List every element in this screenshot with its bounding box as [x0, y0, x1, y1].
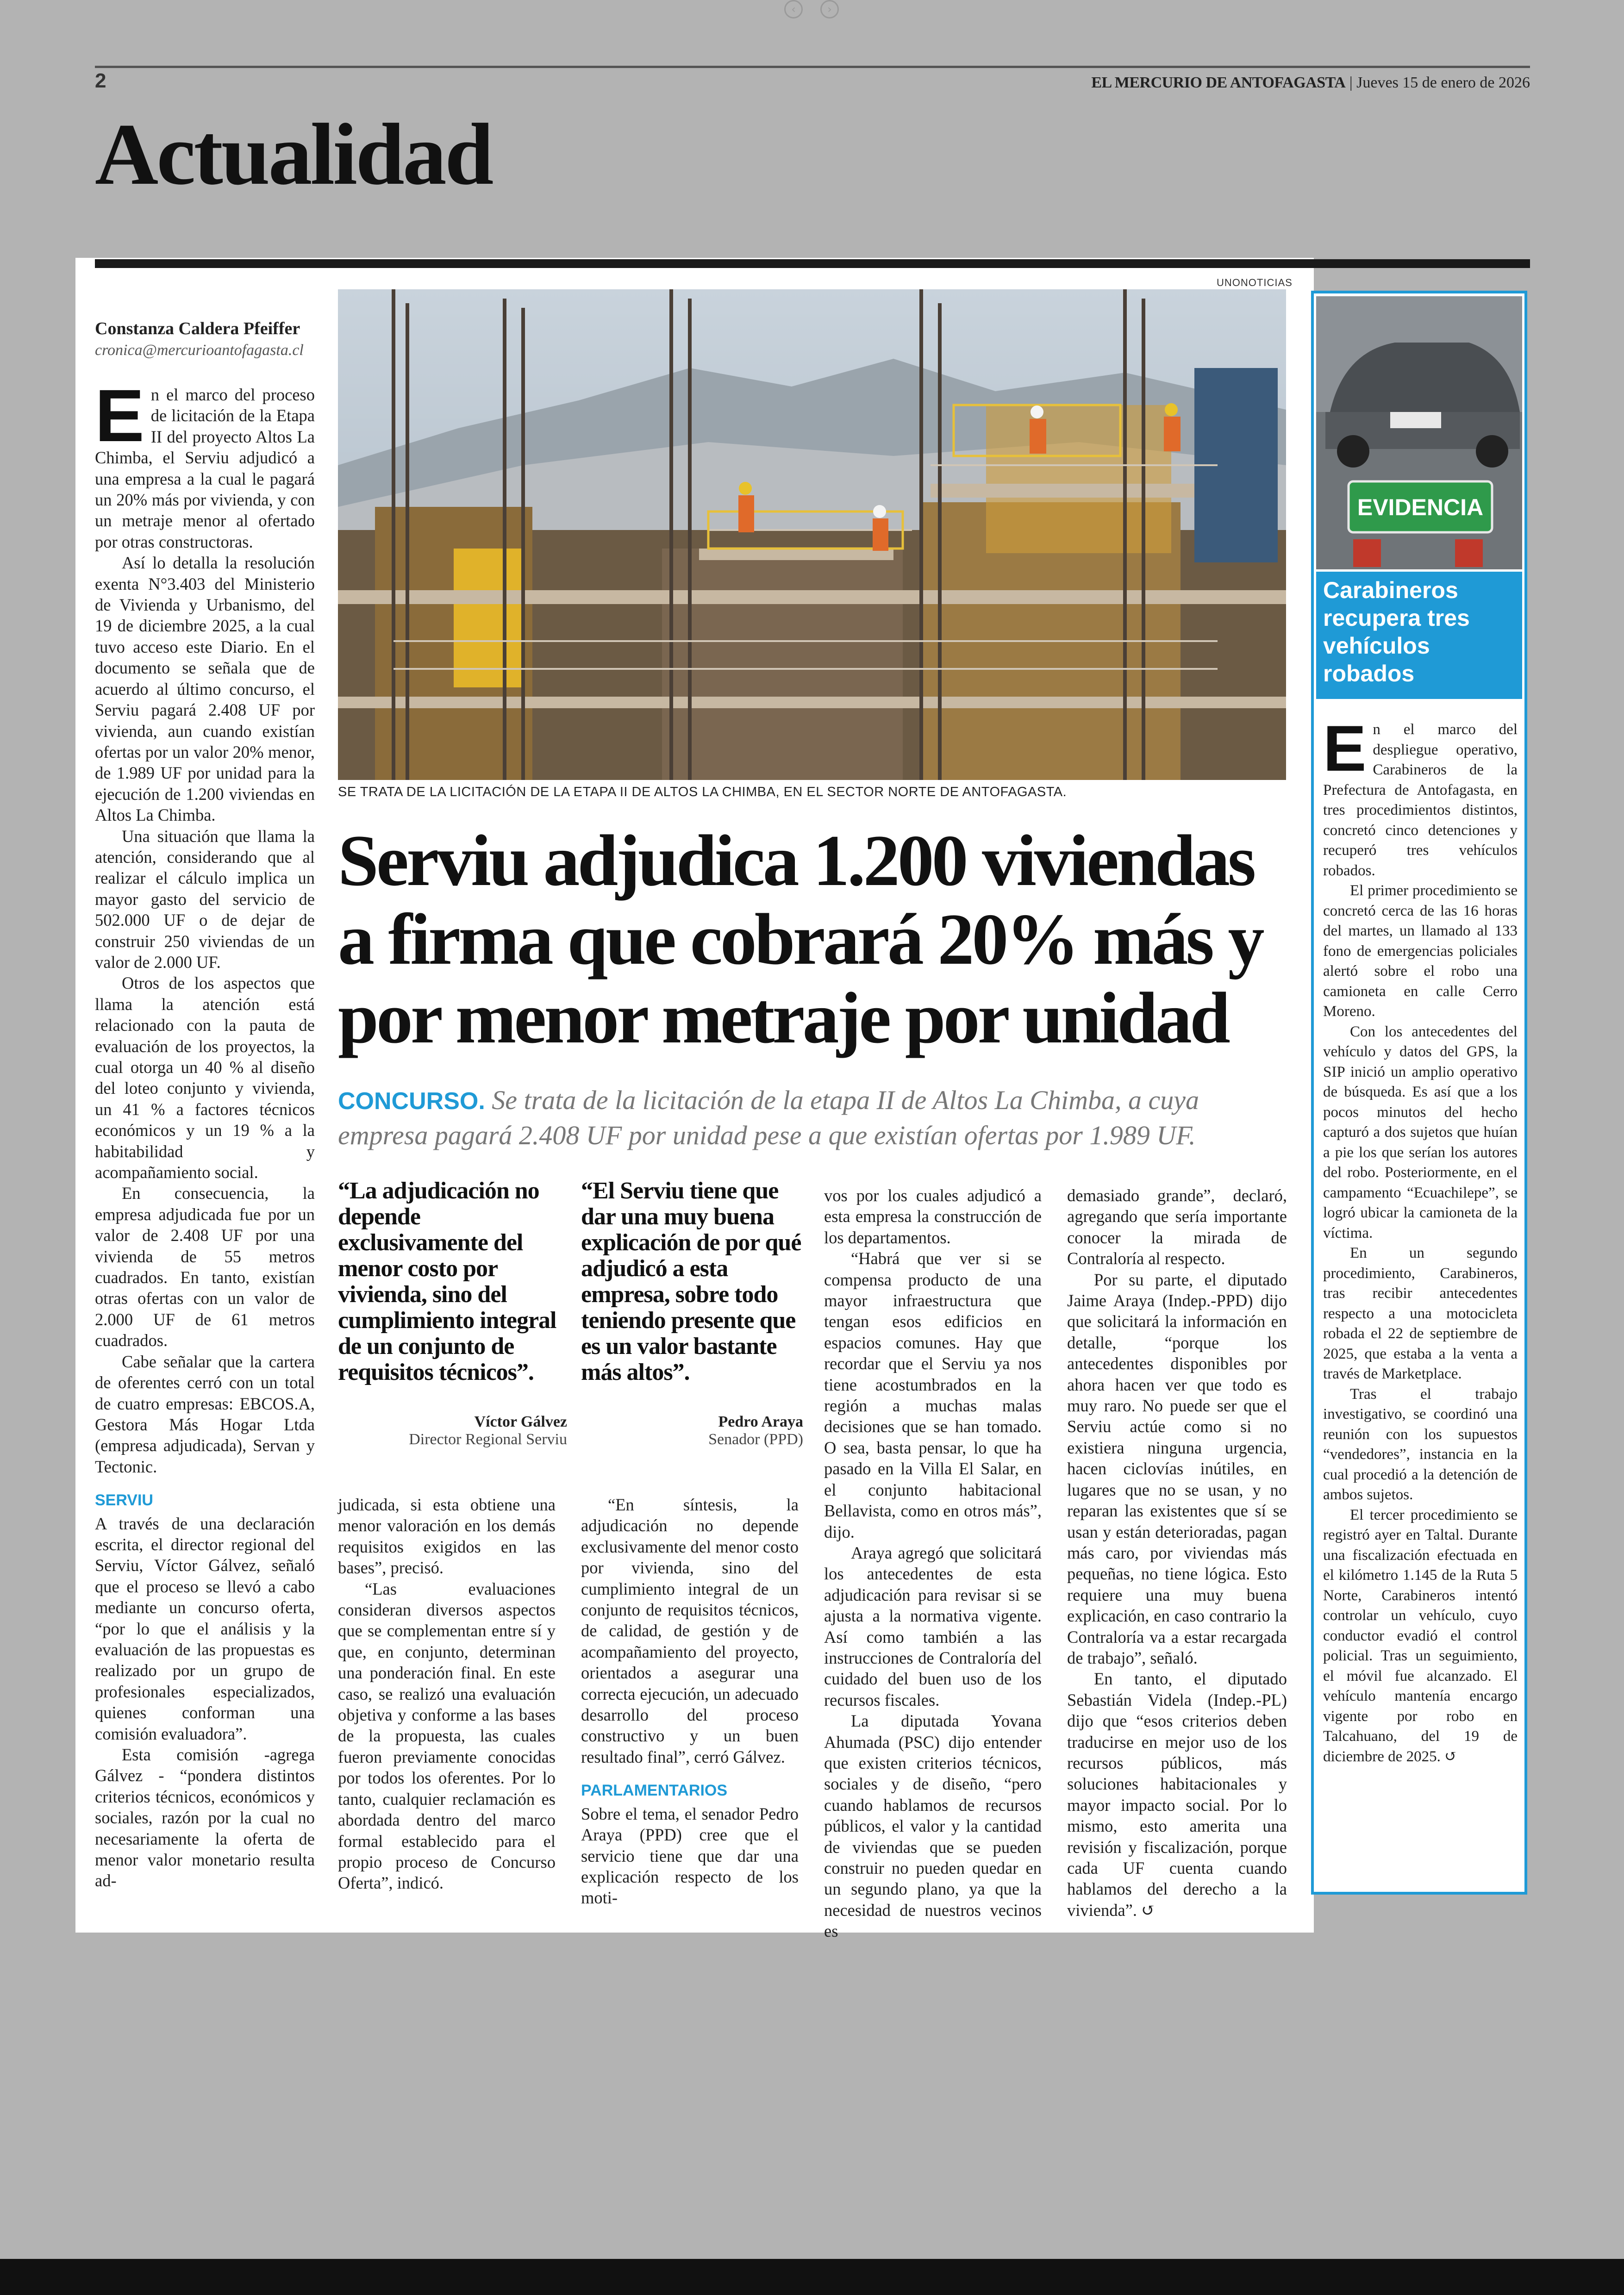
author-name: Constanza Caldera Pfeiffer	[95, 319, 300, 338]
paragraph: En consecuencia, la empresa adjudicada fue por un valor de 2.408 UF por una vivienda de 55 metros cuadrados. En tanto, existían otras ofertas con un valor de 2.000 UF de 61 metros cuadrados.	[95, 1184, 315, 1350]
photo-caption: SE TRATA DE LA LICITACIÓN DE LA ETAPA II DE ALTOS LA CHIMBA, EN EL SECTOR NORTE DE ANTOFAGASTA.	[338, 785, 1067, 799]
paragraph: “Habrá que ver si se compensa producto de una mayor infraestructura que tengan esos edificios en espacios comunes. Hay que recordar que el Serviu ya nos tiene acostumbrados en la región a muchas malas decisiones que se han tomado. O sea, basta pensar, lo que ha pasado en la Villa El Salar, en el conjunto habitacional Bellavista, como en otros más”, dijo.	[824, 1249, 1042, 1541]
quote-role: Senador (PPD)	[708, 1431, 803, 1448]
sidebar-body	[1323, 712, 1518, 1767]
quote-author: Pedro Araya	[718, 1413, 803, 1430]
quote-text: “La adjudicación no depende exclusivamente del menor costo por vivienda, sino del cumplimiento integral de un conjunto de requisitos técnicos”.	[338, 1178, 556, 1385]
paragraph: demasiado grande”, declaró, agregando que sería importante conocer la mirada de Contraloría al respecto.	[1067, 1186, 1287, 1268]
paragraph: Sobre el tema, el senador Pedro Araya (PPD) cree que el servicio tiene que dar una explicación respecto de los moti-	[581, 1804, 799, 1908]
paragraph: La diputada Yovana Ahumada (PSC) dijo entender que existen criterios técnicos, sociales y de diseño, “pero cuando hablamos de recursos públicos, el valor y la cantidad de viviendas que se pueden construir no pueden quedar en un segundo plano, ya que la necesidad de nuestros vecinos es	[824, 1711, 1042, 1941]
photo-credit: UNONOTICIAS	[1217, 277, 1293, 288]
paragraph: vos por los cuales adjudicó a esta empresa la construcción de los departamentos.	[824, 1186, 1042, 1247]
subhead-serviu: SERVIU	[95, 1491, 153, 1509]
article-column-5	[1067, 1185, 1287, 1921]
construction-photo	[338, 289, 1286, 780]
drop-cap: E	[1323, 712, 1367, 785]
pull-quote-galvez	[338, 1178, 567, 1448]
article-column-2	[338, 1494, 556, 1894]
article-column-3	[581, 1494, 799, 1908]
paragraph	[1067, 1668, 1287, 1921]
next-glyph: ›	[827, 3, 832, 16]
paragraph: Cabe señalar que la cartera de oferentes cerró con un total de cuatro empresas: EBCOS.A, Gestora Más Hogar Ltda (empresa adjudicada), Servan y Tectonic.	[95, 1352, 315, 1476]
paragraph: “Las evaluaciones consideran diversos aspectos que se complementan entre sí y que, en conjunto, determinan una ponderación final. En este caso, se realizó una evaluación objetiva y conforme a las bases de la propuesta, las cuales fueron previamente conocidas por todos los oferentes. Por lo tanto, cualquier reclamación es abordada dentro del marco formal establecido para el propio proceso de Concurso Oferta”, indicó.	[338, 1579, 556, 1893]
section-rule	[95, 259, 1530, 268]
newspaper-name: EL MERCURIO DE ANTOFAGASTA	[1091, 74, 1346, 91]
previous-page-icon[interactable]	[784, 0, 803, 19]
previous-glyph: ‹	[791, 3, 796, 16]
section-title: Actualidad	[95, 106, 492, 203]
paragraph-text: El tercer procedimiento se registró ayer en Taltal. Durante una fiscalización efectuada en el kilómetro 1.145 de la Ruta 5 Norte, Carabineros intentó controlar un vehículo, cuyo conductor evadió el control policial. Tras un seguimiento, el móvil fue alcanzado. El vehículo mantenía encargo vigente por robo en Talcahuano, del 19 de diciembre de 2025.	[1323, 1506, 1518, 1765]
lead-text: Se trata de la licitación de la etapa II de Altos La Chimba, a cuya empresa pagará 2.408 UF por unidad pese a que existían ofertas por 1.989 UF.	[338, 1085, 1199, 1150]
paragraph	[1323, 1505, 1518, 1767]
subhead-parlamentarios: PARLAMENTARIOS	[581, 1782, 728, 1800]
paragraph: En un segundo procedimiento, Carabineros, tras recibir antecedentes respecto a una motocicleta robada el 22 de septiembre de 2025, que estaba a la venta a través de Marketplace.	[1323, 1245, 1518, 1382]
paragraph-text: n el marco del proceso de licitación de la Etapa II del proyecto Altos La Chimba, el Serviu adjudicó a una empresa a la cual le pagará un 20% más por vivienda, y con un metraje menor al ofertado por otras constructoras.	[95, 385, 315, 551]
paragraph: El primer procedimiento se concretó cerca de las 16 horas del martes, un llamado al 133 fono de emergencias policiales alertó sobre el robo una camioneta en calle Cerro Moreno.	[1323, 882, 1518, 1020]
article-column-1	[95, 374, 315, 1891]
paragraph: Así lo detalla la resolución exenta N°3.403 del Ministerio de Vivienda y Urbanismo, del 19 de diciembre 2025, a la cual tuvo acceso este Diario. En el documento se señala que de acuerdo al último concurso, el Serviu pagará 2.408 UF por vivienda, aun cuando existían ofertas por un valor 20% menor, de 1.989 UF por unidad para la ejecución de 1.200 viviendas en Altos La Chimba.	[95, 553, 315, 825]
paragraph: Otros de los aspectos que llama la atención está relacionado con la pauta de evaluación de los proyectos, la cual otorga un 40 % al diseño del loteo conjunto y vivienda, un 41 % a factores técnicos económicos y un 19 % a la habitabilidad y acompañamiento social.	[95, 973, 315, 1182]
paragraph: judicada, si esta obtiene una menor valoración en los demás requisitos exigidos en las bases”, precisó.	[338, 1495, 556, 1578]
lead-tag: CONCURSO.	[338, 1088, 485, 1115]
page-number: 2	[95, 69, 106, 92]
author-email[interactable]: cronica@mercurioantofagasta.cl	[95, 342, 304, 359]
top-rule	[95, 66, 1530, 68]
issue-date: Jueves 15 de enero de 2026	[1356, 74, 1530, 91]
lead	[338, 1083, 1292, 1153]
paragraph: Tras el trabajo investigativo, se coordinó una reunión con los supuestos “vendedores”, instancia en la cual procedió a la detención de ambos sujetos.	[1323, 1385, 1518, 1503]
headline: Serviu adjudica 1.200 viviendas a firma que cobrará 20% más y por menor metraje por unidad	[338, 820, 1262, 1059]
masthead-separator: |	[1349, 74, 1353, 91]
paragraph: Por su parte, el diputado Jaime Araya (Indep.-PPD) dijo que solicitará la información en detalle, “porque los antecedentes disponibles por ahora hacen ver que todo es muy raro. No puede ser que el Serviu actúe como si no existiera ninguna urgencia, hacen ciclovías inútiles, en lugares que no se usan, y no reparan las existentes que sí se usan y están deterioradas, pagan más caro, por viviendas más pequeñas, no tiene lógica. Esto requiere una muy buena explicación, en caso contrario la Contraloría va a estar recargada de trabajo”, señaló.	[1067, 1270, 1287, 1667]
paragraph: Araya agregó que solicitará los antecedentes de esta adjudicación para revisar si se ajusta a la normativa vigente. Así como también a las instrucciones de Contraloría del cuidado del buen uso de los recursos fiscales.	[824, 1543, 1042, 1709]
pull-quote-araya	[581, 1178, 803, 1448]
drop-cap: E	[95, 374, 144, 457]
quote-role: Director Regional Serviu	[409, 1431, 567, 1448]
paragraph-text: n el marco del despliegue operativo, Carabineros de la Prefectura de Antofagasta, en tres procedimientos distintos, concretó cinco detenciones y recuperó tres vehículos robados.	[1323, 721, 1518, 879]
quote-author: Víctor Gálvez	[474, 1413, 567, 1430]
recovered-vehicle-photo	[1316, 296, 1522, 569]
paragraph: Una situación que llama la atención, considerando que al realizar el cálculo implica un mayor gasto del servicio de 502.000 UF o de dejar de construir 250 viviendas de un valor de 2.000 UF.	[95, 826, 315, 972]
paragraph: Con los antecedentes del vehículo y datos del GPS, la SIP inició un amplio operativo de búsqueda. Es así que a los pocos minutos del hecho capturó a dos sujetos que huían a pie los que serían los autores del robo. Posteriormente, en el campamento “Ecuachilepe”, se logró ubicar la camioneta de la víctima.	[1323, 1023, 1518, 1241]
end-mark-icon: ↺	[1444, 1748, 1457, 1765]
quote-text: “El Serviu tiene que dar una muy buena explicación de por qué adjudicó a esta empresa, sobre todo teniendo presente que es un valor bastante más altos”.	[581, 1178, 801, 1385]
article-column-4	[824, 1185, 1042, 1942]
paragraph	[1323, 712, 1518, 881]
bottom-bar	[0, 2259, 1624, 2295]
next-page-icon[interactable]	[820, 0, 839, 19]
masthead	[1091, 74, 1530, 92]
paragraph: Esta comisión -agrega Gálvez - “pondera distintos criterios técnicos, económicos y sociales, razón por la cual no necesariamente la oferta de menor valor monetario resulta ad-	[95, 1745, 315, 1890]
paragraph: “En síntesis, la adjudicación no depende exclusivamente del menor costo por vivienda, sino del cumplimiento integral de un conjunto de requisitos técnicos, de calidad, de gestión y de acompañamiento del proyecto, orientados a asegurar una correcta ejecución, un adecuado desarrollo del proceso constructivo y un buen resultado final”, cerró Gálvez.	[581, 1495, 799, 1766]
evidence-label: EVIDENCIA	[1357, 494, 1484, 520]
paragraph	[95, 374, 315, 552]
end-mark-icon: ↺	[1141, 1900, 1156, 1920]
paragraph: A través de una declaración escrita, el director regional del Serviu, Víctor Gálvez, señaló que el proceso se llevó a cabo mediante un concurso oferta, “por lo que el análisis y la evaluación de las propuestas es realizado por un grupo de profesionales especializados, quienes conforman una comisión evaluadora”.	[95, 1514, 315, 1743]
paragraph-text: En tanto, el diputado Sebastián Videla (Indep.-PL) dijo que “esos criterios deben traducirse en mejor uso de los recursos públicos, más soluciones habitacionales y mayor impacto social. Por lo mismo, esto amerita una revisión y fiscalización, porque cada UF cuenta cuando hablamos del derecho a la vivienda”.	[1067, 1669, 1287, 1920]
sidebar-title: Carabineros recupera tres vehículos robados	[1323, 577, 1470, 686]
